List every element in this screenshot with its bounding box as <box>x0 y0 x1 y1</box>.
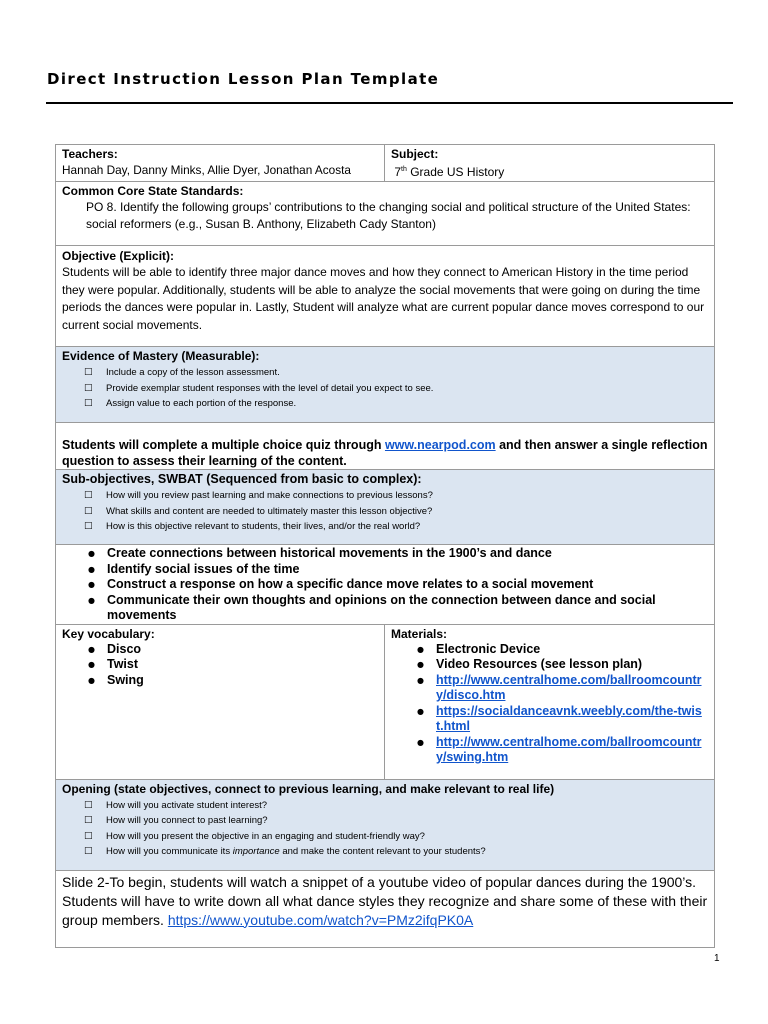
standards-cell <box>56 182 715 246</box>
page-number: 1 <box>714 953 720 964</box>
opening-cell <box>56 779 715 870</box>
row-opening-activity <box>56 870 715 947</box>
materials-link-item <box>415 704 708 735</box>
row-subobjectives <box>56 470 715 545</box>
opening-label: Opening (state objectives, connect to previous learning, and make relevant to real life) <box>62 781 555 796</box>
row-evidence <box>56 347 715 423</box>
opening-checklist <box>84 798 708 860</box>
opening-paragraph-1: Slide 2-To begin, students will watch a snippet of a youtube video of popular dances during the 1900’s. <box>62 873 697 890</box>
vocabulary-cell <box>56 624 385 779</box>
subobjectives-cell <box>56 470 715 545</box>
vocabulary-list <box>86 642 378 689</box>
teachers-value: Hannah Day, Danny Minks, Allie Dyer, Jonathan Acosta <box>62 163 351 177</box>
opening-prompt-emphasis: importance <box>232 846 280 857</box>
evidence-checklist <box>84 365 708 412</box>
materials-list <box>415 642 708 766</box>
youtube-link[interactable]: https://www.youtube.com/watch?v=PMz2ifqPK0A <box>167 911 474 928</box>
opening-paragraph-2 <box>62 892 708 930</box>
swbat-item: ● Construct a response on how a specific dance move relates to a social movement <box>86 577 708 593</box>
subject-value <box>391 162 708 180</box>
opening-prompt-end: and make the content relevant to your students? <box>279 846 486 857</box>
subobjective-prompt: □ How is this objective relevant to students, their lives, and/or the real world? <box>84 519 708 535</box>
evidence-item: □ Include a copy of the lesson assessment. <box>84 365 708 381</box>
row-assessment <box>56 423 715 470</box>
opening-paragraph-2-text: Students will have to write down all what dance styles they recognize and share some of these with their group members. <box>62 892 708 928</box>
subobjectives-checklist <box>84 488 708 535</box>
objective-value: Students will be able to identify three major dance moves and how they connect to American History in the time period they were popular. Additionally, students will be able to analyze the social movements that were going on during the time periods the dances were popular in. Lastly, Student will analyze what are current popular dance moves correspond to our current social movements. <box>62 265 705 332</box>
opening-prompt: □ How will you connect to past learning? <box>84 813 708 829</box>
subject-cell <box>385 145 715 182</box>
swbat-cell <box>56 545 715 625</box>
row-opening <box>56 779 715 870</box>
assessment-statement <box>62 437 708 469</box>
subject-text: Grade US History <box>406 165 505 179</box>
document-title: Direct Instruction Lesson Plan Template <box>47 70 440 88</box>
teachers-label: Teachers: <box>62 147 118 161</box>
nearpod-link[interactable]: www.nearpod.com <box>384 438 496 452</box>
vocabulary-item: ● Twist <box>86 657 378 673</box>
standards-label: Common Core State Standards: <box>62 184 244 198</box>
grade-number: 7 <box>394 165 402 179</box>
evidence-item: □ Assign value to each portion of the response. <box>84 396 708 412</box>
swbat-item: ● Identify social issues of the time <box>86 562 708 578</box>
standards-value: PO 8. Identify the following groups’ contributions to the changing social and political structure of the United States: social reformers (e.g., Susan B. Anthony, Elizabeth Cady Stanton) <box>86 200 691 231</box>
materials-label: Materials: <box>391 626 448 641</box>
row-swbat <box>56 545 715 625</box>
assessment-cell <box>56 423 715 470</box>
evidence-label: Evidence of Mastery (Measurable): <box>62 349 260 363</box>
row-teachers-subject <box>56 145 715 182</box>
objective-label: Objective (Explicit): <box>62 249 175 263</box>
opening-activity-cell <box>56 870 715 947</box>
assessment-text-start: Students will complete a multiple choice quiz through <box>62 438 385 452</box>
grade-suffix: th <box>401 166 407 173</box>
materials-cell <box>385 624 715 779</box>
vocabulary-item: ● Disco <box>86 642 378 658</box>
subject-label: Subject: <box>391 147 439 161</box>
opening-prompt: □ How will you present the objective in an engaging and student-friendly way? <box>84 829 708 845</box>
row-standards <box>56 182 715 246</box>
materials-link-item <box>415 673 708 704</box>
twist-link[interactable]: https://socialdanceavnk.weebly.com/the-twist.html <box>436 703 702 733</box>
materials-item: ● Electronic Device <box>415 642 708 658</box>
subobjective-prompt: □ What skills and content are needed to ultimately master this lesson objective? <box>84 504 708 520</box>
swing-link[interactable]: http://www.centralhome.com/ballroomcountry/swing.htm <box>436 734 702 764</box>
opening-prompt <box>84 844 708 860</box>
swbat-list <box>86 546 708 624</box>
subobjectives-label: Sub-objectives, SWBAT (Sequenced from basic to complex): <box>62 472 422 486</box>
row-vocab-materials <box>56 624 715 779</box>
opening-prompt-start: How will you communicate its <box>106 846 233 857</box>
materials-item: ● Video Resources (see lesson plan) <box>415 657 708 673</box>
vocabulary-item: ● Swing <box>86 673 378 689</box>
vocabulary-label: Key vocabulary: <box>62 626 155 641</box>
lesson-plan-table <box>55 144 715 948</box>
evidence-cell <box>56 347 715 423</box>
swbat-item: ● Create connections between historical movements in the 1900’s and dance <box>86 546 708 562</box>
disco-link[interactable]: http://www.centralhome.com/ballroomcountry/disco.htm <box>436 672 702 702</box>
row-objective <box>56 246 715 347</box>
assessment-text-end: and then answer a single reflection question to assess their learning of the content. <box>62 438 708 468</box>
opening-prompt: □ How will you activate student interest? <box>84 798 708 814</box>
objective-cell <box>56 246 715 347</box>
materials-link-item <box>415 735 708 766</box>
title-divider <box>46 102 733 104</box>
subobjective-prompt: □ How will you review past learning and make connections to previous lessons? <box>84 488 708 504</box>
evidence-item: □ Provide exemplar student responses with the level of detail you expect to see. <box>84 381 708 397</box>
teachers-cell <box>56 145 385 182</box>
swbat-item: ● Communicate their own thoughts and opinions on the connection between dance and social movements <box>86 593 708 624</box>
